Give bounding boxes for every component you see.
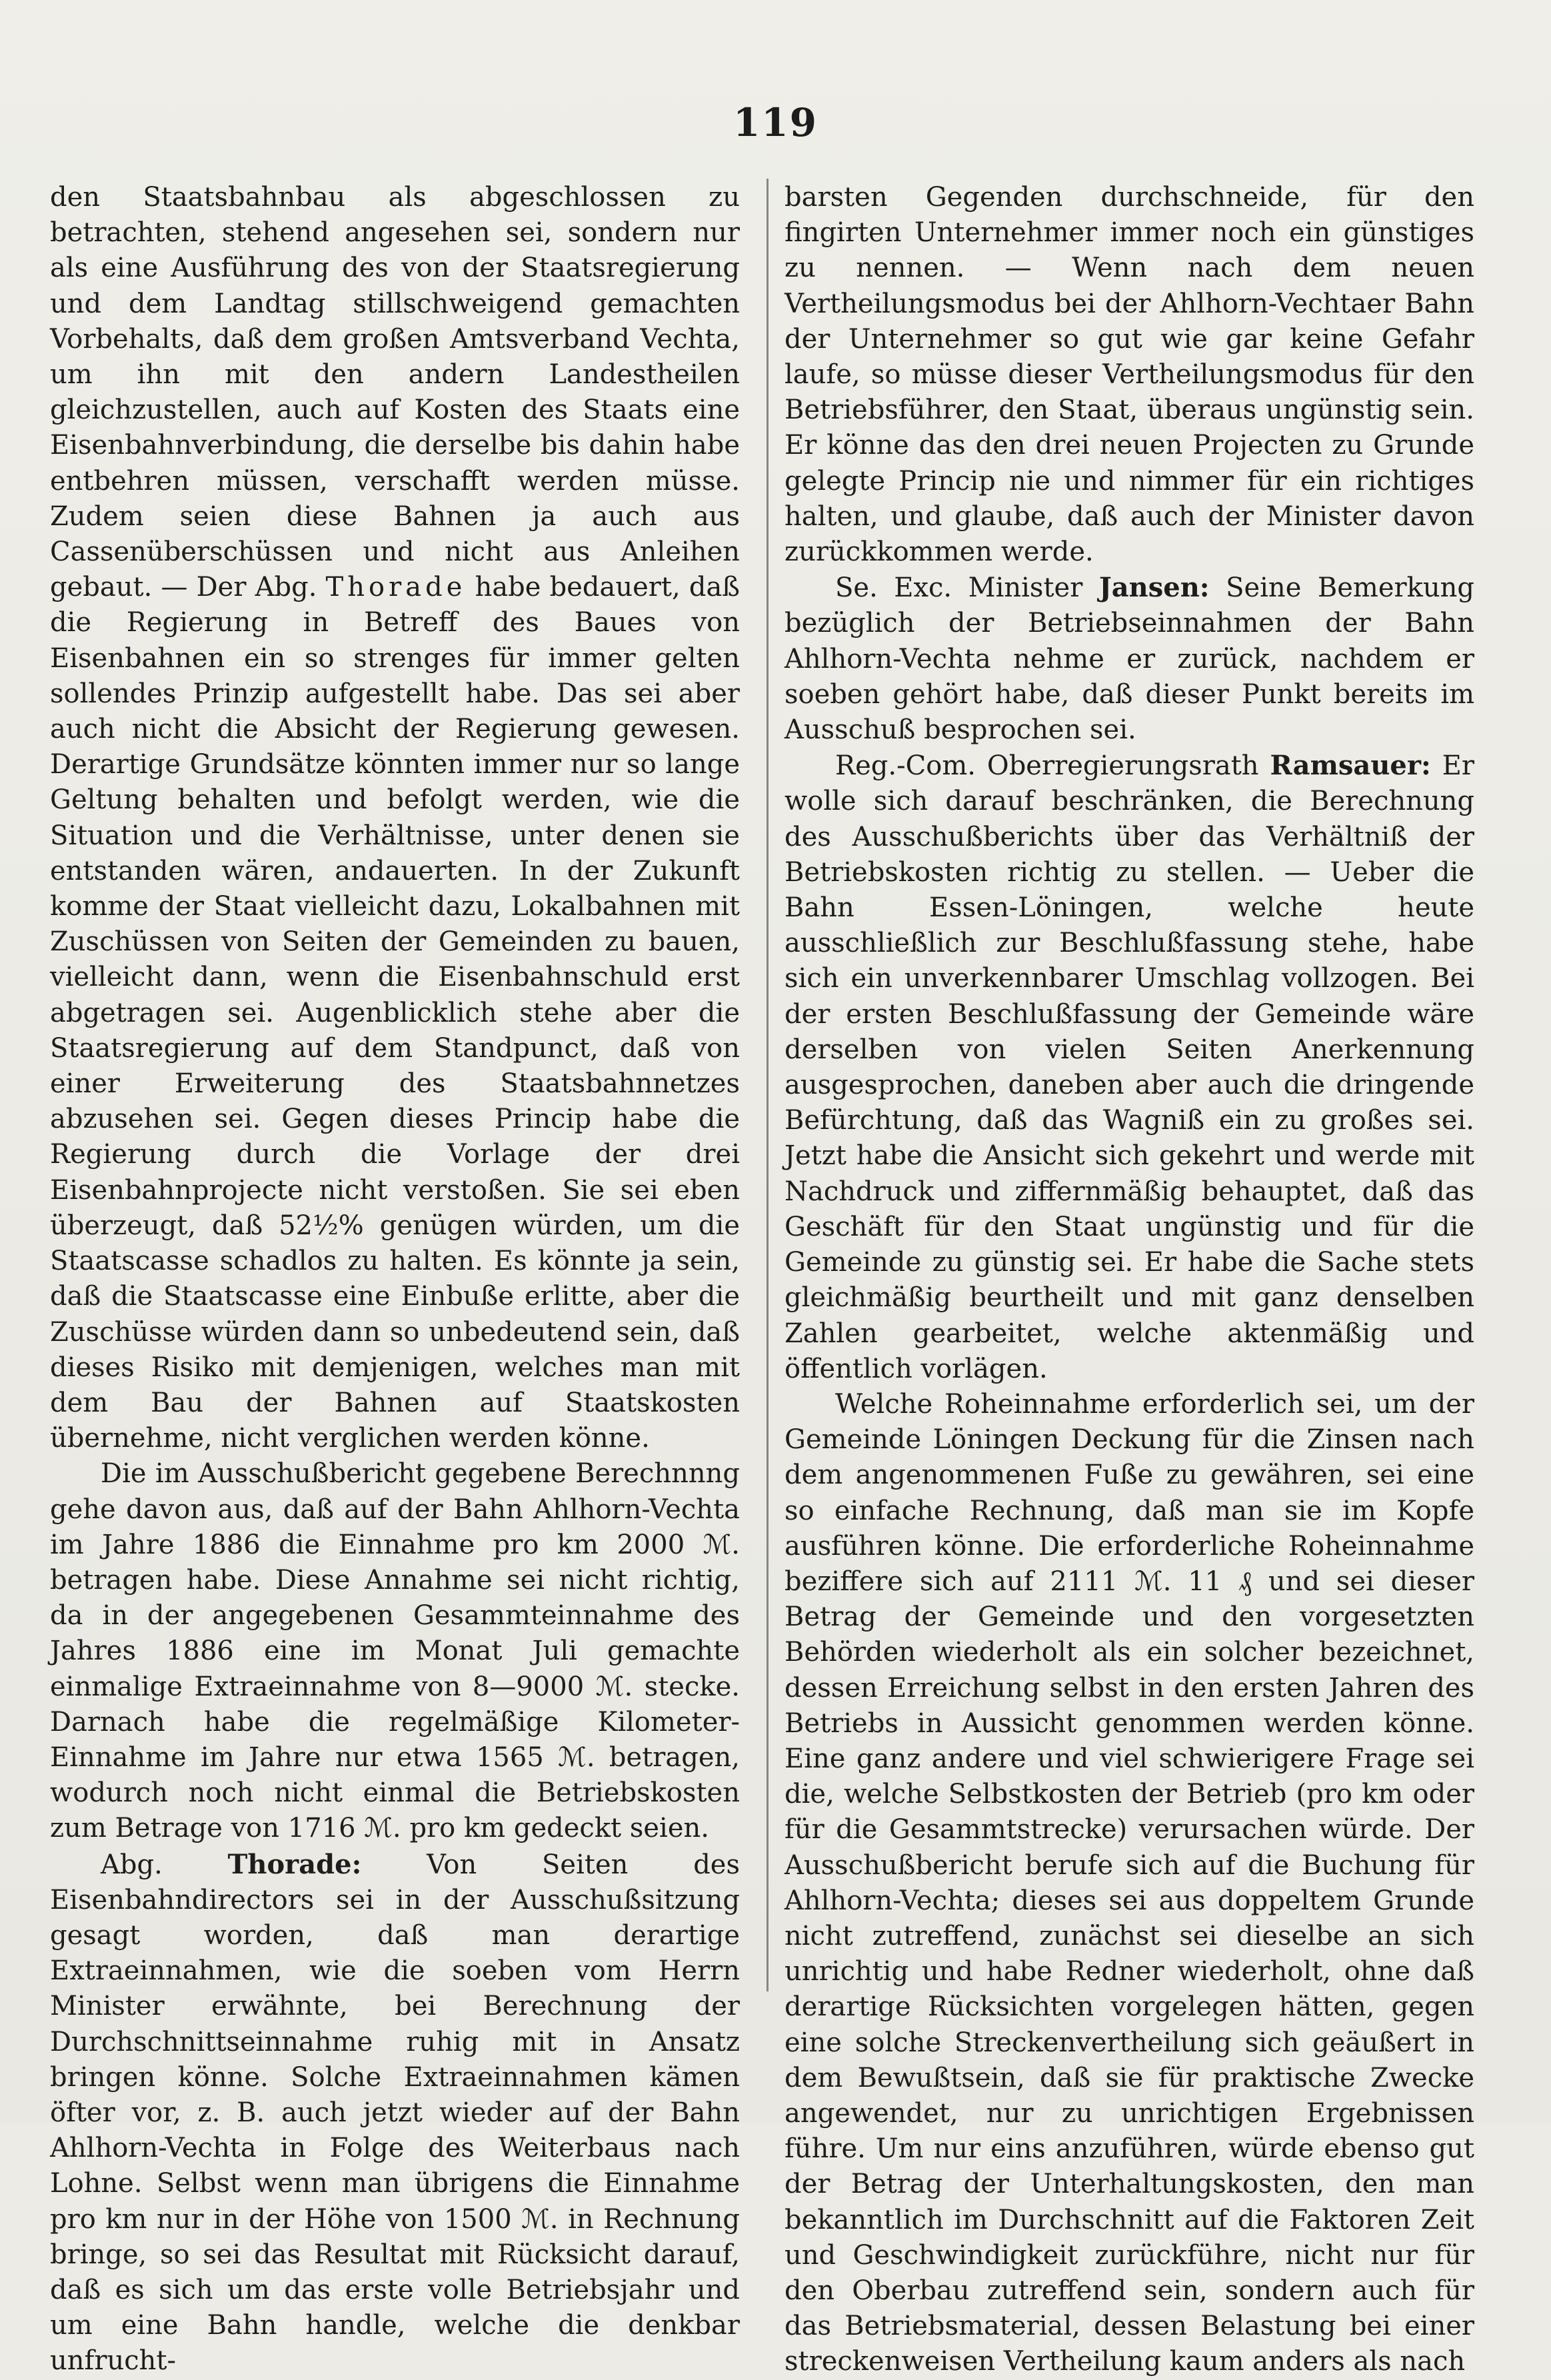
- left-column: [50, 180, 741, 2377]
- left-paragraph-3: [50, 1847, 740, 2379]
- column-divider: [767, 179, 769, 1991]
- speaker-name: Ramsauer:: [1270, 750, 1431, 782]
- left-paragraph-2: Die im Ausschußbericht gegebene Berechnnng gehe davon aus, daß auf der Bahn Ahlhorn-Vechta im Jahre 1886 die Einnahme pro km 2000 ℳ. betragen habe. Diese Annahme sei nicht richtig, da in der angegebenen Gesammteinnahme des Jahres 1886 eine im Monat Juli gemachte einmalige Extraeinnahme von 8—9000 ℳ. stecke. Darnach habe die regelmäßige Kilometer-Einnahme im Jahre nur etwa 1565 ℳ. betragen, wodurch noch nicht einmal die Betriebskosten zum Betrage von 1716 ℳ. pro km gedeckt seien.: [50, 1458, 740, 1844]
- speaker-name: Jansen:: [1098, 572, 1210, 604]
- right-paragraph-1: barsten Gegenden durchschneide, für den fingirten Unternehmer immer noch ein günstiges zu nennen. — Wenn nach dem neuen Vertheilungsmodus bei der Ahlhorn-Vechtaer Bahn der Unternehmer so gut wie gar keine Gefahr laufe, so müsse dieser Vertheilungsmodus für den Betriebsführer, den Staat, überaus ungünstig sein. Er könne das den drei neuen Projecten zu Grunde gelegte Princip nie und nimmer für ein richtiges halten, und glaube, daß auch der Minister davon zurückkommen werde.: [784, 182, 1474, 568]
- speaker-name: Thorade: [325, 572, 467, 603]
- right-paragraph-4: Welche Roheinnahme erforderlich sei, um der Gemeinde Löningen Deckung für die Zinsen nach dem angenommenen Fuße zu gewähren, sei eine so einfache Rechnung, daß man sie im Kopfe ausführen könne. Die erforderliche Roheinnahme beziffere sich auf 2111 ℳ. 11 ₰ und sei dieser Betrag der Gemeinde und den vorgesetzten Behörden wiederholt als ein solcher bezeichnet, dessen Erreichung selbst in den ersten Jahren des Betriebs in Aussicht genommen werden könne. Eine ganz andere und viel schwierigere Frage sei die, welche Selbstkosten der Betrieb (pro km oder für die Gesammtstrecke) verursachen würde. Der Ausschußbericht berufe sich auf die Buchung für Ahlhorn-Vechta; dieses sei aus doppeltem Grunde nicht zutreffend, zunächst sei dieselbe an sich unrichtig und habe Redner wiederholt, ohne daß derartige Rücksichten vorgelegen hätten, gegen eine solche Streckenvertheilung sich geäußert in dem Bewußtsein, daß sie für praktische Zwecke angewendet, nur zu unrichtigen Ergebnissen führe. Um nur eins anzuführen, würde ebenso gut der Betrag der Unterhaltungskosten, den man bekanntlich im Durchschnitt auf die Faktoren Zeit und Geschwindigkeit zurückführe, nicht nur für den Oberbau zutreffend sein, sondern auch für das Betriebsmaterial, dessen Belastung bei einer streckenweisen Vertheilung kaum anders als nach: [784, 1388, 1474, 2377]
- right-p3-lead: Reg.-Com. Oberregierungsrath: [835, 750, 1259, 782]
- right-p3-text: Er wolle sich darauf beschränken, die Berechnung des Ausschußberichts über das Verhältniß der Betriebskosten richtig zu stellen. — Ueber die Bahn Essen-Löningen, welche heute ausschließlich zur Beschlußfassung stehe, habe sich ein unverkennbarer Umschlag vollzogen. Bei der ersten Beschlußfassung der Gemeinde wäre derselben von vielen Seiten Anerkennung ausgesprochen, daneben aber auch die dringende Befürchtung, daß das Wagniß ein zu großes sei. Jetzt habe die Ansicht sich gekehrt und werde mit Nachdruck und ziffernmäßig behauptet, daß das Geschäft für den Staat ungünstig und für die Gemeinde zu günstig sei. Er habe die Sache stets gleichmäßig beurtheilt und mit ganz denselben Zahlen gearbeitet, welche aktenmäßig und öffentlich vorlägen.: [784, 750, 1474, 1384]
- right-paragraph-2: [784, 570, 1474, 748]
- right-paragraph-3: [784, 748, 1474, 1387]
- left-p3-text: Von Seiten des Eisenbahndirectors sei in der Ausschußsitzung gesagt worden, daß man derartige Extraeinnahmen, wie die soeben vom Herrn Minister erwähnte, bei Berechnung der Durchschnittseinnahme ruhig mit in Ansatz bringen könne. Solche Extraeinnahmen kämen öfter vor, z. B. auch jetzt wieder auf der Bahn Ahlhorn-Vechta in Folge des Weiterbaus nach Lohne. Selbst wenn man übrigens die Einnahme pro km nur in der Höhe von 1500 ℳ. in Rechnung bringe, so sei das Resultat mit Rücksicht darauf, daß es sich um das erste volle Betriebsjahr und um eine Bahn handle, welche die denkbar unfrucht-: [50, 1849, 740, 2377]
- left-p1-text: den Staatsbahnbau als abgeschlossen zu betrachten, stehend angesehen sei, sondern nur als eine Ausführung des von der Staatsregierung und dem Landtag stillschweigend gemachten Vorbehalts, daß dem großen Amtsverband Vechta, um ihn mit den andern Landestheilen gleichzustellen, auch auf Kosten des Staats eine Eisenbahnverbindung, die derselbe bis dahin habe entbehren müssen, verschafft werden müsse. Zudem seien diese Bahnen ja auch aus Cassenüberschüssen und nicht aus Anleihen gebaut. — Der Abg.: [50, 182, 740, 603]
- right-p2-lead: Se. Exc. Minister: [835, 573, 1083, 604]
- speaker-name: Thorade:: [227, 1848, 362, 1880]
- left-paragraph-1: [50, 180, 740, 1456]
- left-p1-rest: habe bedauert, daß die Regierung in Betreff des Baues von Eisenbahnen ein so strenges für immer gelten sollendes Prinzip aufgestellt habe. Das sei aber auch nicht die Absicht der Regierung gewesen. Derartige Grundsätze könnten immer nur so lange Geltung behalten und befolgt werden, wie die Situation und die Verhältnisse, unter denen sie entstanden wären, andauerten. In der Zukunft komme der Staat vielleicht dazu, Lokalbahnen mit Zuschüssen von Seiten der Gemeinden zu bauen, vielleicht dann, wenn die Eisenbahnschuld erst abgetragen sei. Augenblicklich stehe aber die Staatsregierung auf dem Standpunct, daß von einer Erweiterung des Staatsbahnnetzes abzusehen sei. Gegen dieses Princip habe die Regierung durch die Vorlage der drei Eisenbahnprojecte nicht verstoßen. Sie sei eben überzeugt, daß 52½% genügen würden, um die Staatscasse schadlos zu halten. Es könnte ja sein, daß die Staatscasse eine Einbuße erlitte, aber die Zuschüsse würden dann so unbedeutend sein, daß dieses Risiko mit demjenigen, welches man mit dem Bau der Bahnen auf Staatskosten übernehme, nicht verglichen werden könne.: [50, 572, 741, 1454]
- right-p2-text: Seine Bemerkung bezüglich der Betriebseinnahmen der Bahn Ahlhorn-Vechta nehme er zurück, nachdem er soeben gehört habe, daß dieser Punkt bereits im Ausschuß besprochen sei.: [784, 573, 1475, 746]
- left-p3-lead: Abg.: [101, 1849, 163, 1880]
- right-column: [784, 180, 1475, 2377]
- page-number: 119: [733, 100, 818, 145]
